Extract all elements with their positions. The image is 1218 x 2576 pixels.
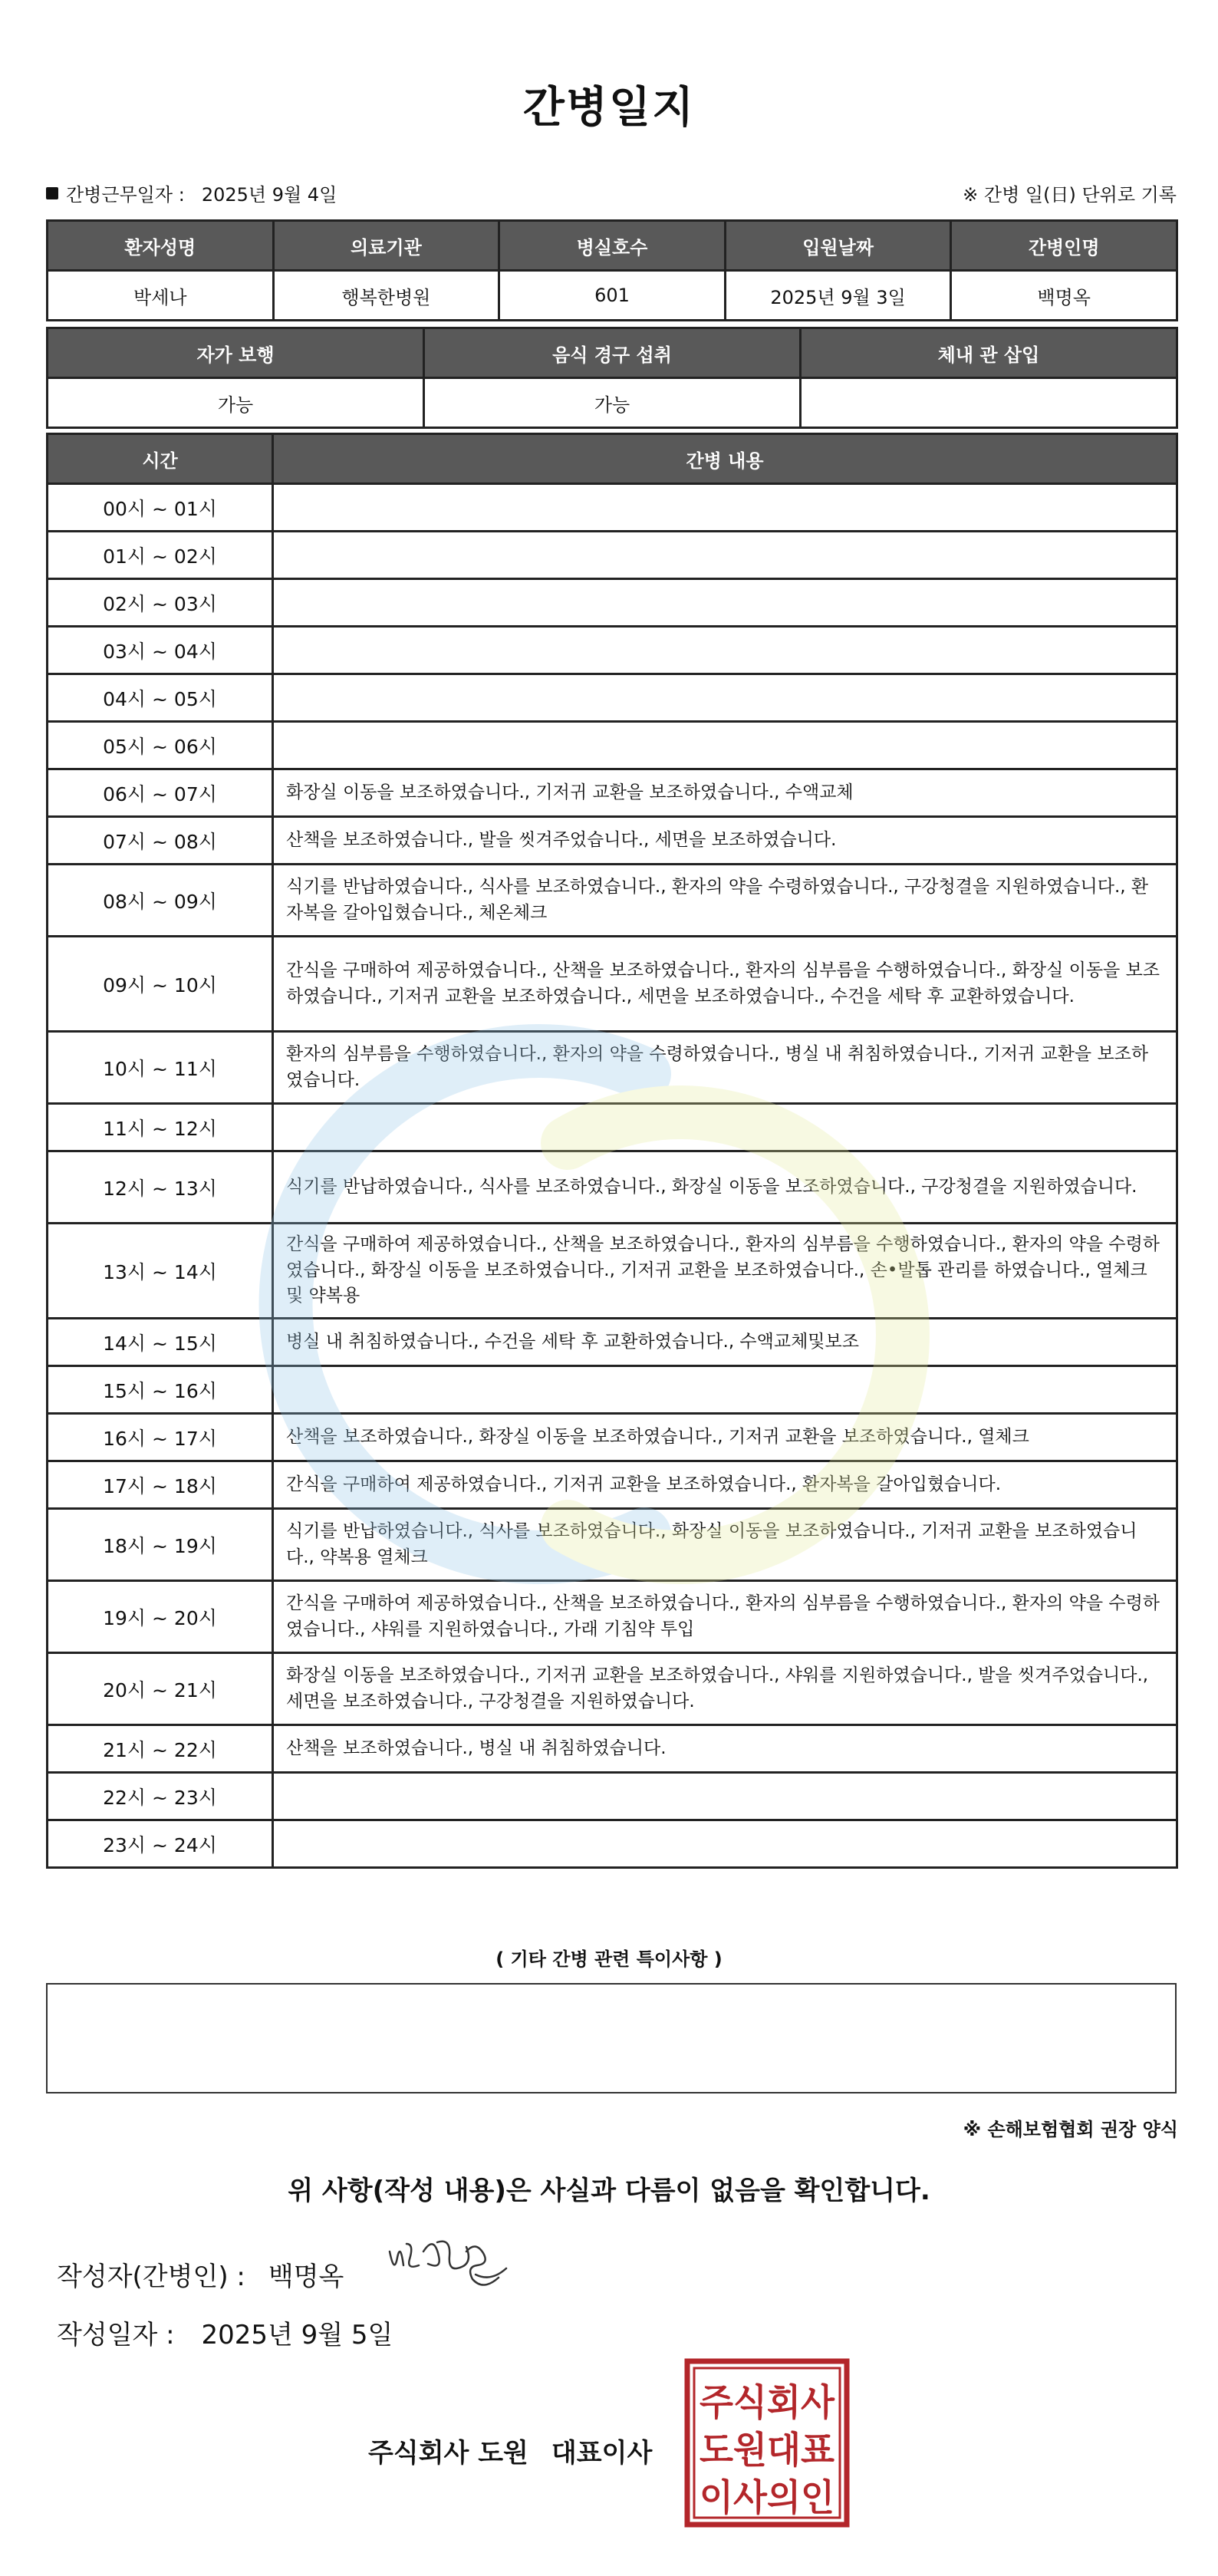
care-content-text: 간식을 구매하여 제공하였습니다., 기저귀 교환을 보조하였습니다., 환자복을 갈아입혔습니다. bbox=[286, 1474, 1002, 1494]
table-row bbox=[48, 1773, 1177, 1820]
care-content bbox=[273, 1366, 1177, 1414]
admission-date: 2025년 9월 3일 bbox=[725, 271, 951, 321]
recommend-note: ※ 손해보험협회 권장 양식 bbox=[963, 2119, 1178, 2140]
tube-insertion-value bbox=[801, 378, 1177, 428]
time-slot: 19시 ~ 20시 bbox=[48, 1581, 273, 1653]
table-row bbox=[48, 865, 1177, 937]
header-room: 병실호수 bbox=[499, 221, 726, 271]
care-content bbox=[273, 1414, 1177, 1461]
company-rep-title: 대표이사 bbox=[551, 2438, 653, 2469]
care-content bbox=[273, 1725, 1177, 1773]
header-caregiver-name: 간병인명 bbox=[951, 221, 1177, 271]
table-row bbox=[48, 1151, 1177, 1224]
care-content bbox=[273, 674, 1177, 722]
header-oral-intake: 음식 경구 섭취 bbox=[424, 328, 801, 378]
time-slot: 23시 ~ 24시 bbox=[48, 1820, 273, 1868]
table-row bbox=[48, 1461, 1177, 1509]
patient-name: 박세나 bbox=[48, 271, 274, 321]
time-slot: 22시 ~ 23시 bbox=[48, 1773, 273, 1820]
page-title: 간병일지 bbox=[522, 83, 696, 133]
table-row bbox=[48, 1319, 1177, 1366]
header-patient-name: 환자성명 bbox=[48, 221, 274, 271]
care-content bbox=[273, 484, 1177, 532]
written-date-line bbox=[57, 2314, 393, 2351]
header-hospital: 의료기관 bbox=[273, 221, 499, 271]
work-date bbox=[46, 180, 337, 206]
table-row bbox=[48, 722, 1177, 769]
care-log-table bbox=[46, 433, 1178, 1869]
care-content bbox=[273, 1509, 1177, 1581]
work-date-label: 간병근무일자 : bbox=[66, 184, 185, 206]
work-date-value: 2025년 9월 4일 bbox=[201, 184, 337, 206]
caregiver-name: 백명옥 bbox=[951, 271, 1177, 321]
writer-name: 백명옥 bbox=[268, 2261, 344, 2292]
time-slot: 07시 ~ 08시 bbox=[48, 817, 273, 865]
patient-info-table bbox=[46, 219, 1178, 321]
time-slot: 08시 ~ 09시 bbox=[48, 865, 273, 937]
header-care-content: 간병 내용 bbox=[273, 434, 1177, 484]
time-slot: 12시 ~ 13시 bbox=[48, 1151, 273, 1224]
time-slot: 02시 ~ 03시 bbox=[48, 579, 273, 627]
company-name: 주식회사 도원 bbox=[368, 2438, 528, 2469]
written-date-value: 2025년 9월 5일 bbox=[201, 2320, 393, 2350]
table-row bbox=[48, 484, 1177, 532]
time-slot: 13시 ~ 14시 bbox=[48, 1224, 273, 1319]
care-content-text: 식기를 반납하였습니다., 식사를 보조하였습니다., 화장실 이동을 보조하였습니다., 구강청결을 지원하였습니다. bbox=[286, 1176, 1137, 1197]
svg-text:이사의인: 이사의인 bbox=[700, 2476, 834, 2519]
table-row bbox=[48, 769, 1177, 817]
table-row bbox=[48, 1224, 1177, 1319]
table-row bbox=[48, 532, 1177, 579]
time-slot: 09시 ~ 10시 bbox=[48, 937, 273, 1032]
other-notes-box bbox=[46, 1983, 1177, 2093]
care-content bbox=[273, 1653, 1177, 1725]
time-slot: 00시 ~ 01시 bbox=[48, 484, 273, 532]
care-content-text: 환자의 심부름을 수행하였습니다., 환자의 약을 수령하였습니다., 병실 내 취침하였습니다., 기저귀 교환을 보조하였습니다. bbox=[286, 1044, 1149, 1090]
care-content-text: 화장실 이동을 보조하였습니다., 기저귀 교환을 보조하였습니다., 수액교체 bbox=[286, 782, 854, 802]
oral-intake-value: 가능 bbox=[424, 378, 801, 428]
care-content bbox=[273, 1224, 1177, 1319]
table-row bbox=[48, 1653, 1177, 1725]
table-row bbox=[48, 1820, 1177, 1868]
care-content-text: 병실 내 취침하였습니다., 수건을 세탁 후 교환하였습니다., 수액교체및보조 bbox=[286, 1331, 859, 1352]
table-row bbox=[48, 1104, 1177, 1151]
header-time: 시간 bbox=[48, 434, 273, 484]
header-tube-insertion: 체내 관 삽입 bbox=[801, 328, 1177, 378]
table-row bbox=[48, 579, 1177, 627]
care-content bbox=[273, 722, 1177, 769]
table-row bbox=[48, 1509, 1177, 1581]
time-slot: 16시 ~ 17시 bbox=[48, 1414, 273, 1461]
care-content bbox=[273, 1581, 1177, 1653]
table-row bbox=[48, 817, 1177, 865]
table-row bbox=[48, 1366, 1177, 1414]
care-content-text: 간식을 구매하여 제공하였습니다., 산책을 보조하였습니다., 환자의 심부름을 수행하였습니다., 환자의 약을 수령하였습니다., 샤워를 지원하였습니다., 가래 기침약 투입 bbox=[286, 1593, 1160, 1639]
care-content-text: 식기를 반납하였습니다., 식사를 보조하였습니다., 화장실 이동을 보조하였습니다., 기저귀 교환을 보조하였습니다., 약복용 열체크 bbox=[286, 1521, 1137, 1567]
time-slot: 10시 ~ 11시 bbox=[48, 1032, 273, 1104]
time-slot: 18시 ~ 19시 bbox=[48, 1509, 273, 1581]
svg-text:도원대표: 도원대표 bbox=[700, 2429, 835, 2472]
care-content bbox=[273, 865, 1177, 937]
time-slot: 21시 ~ 22시 bbox=[48, 1725, 273, 1773]
care-content bbox=[273, 817, 1177, 865]
time-slot: 15시 ~ 16시 bbox=[48, 1366, 273, 1414]
care-content bbox=[273, 937, 1177, 1032]
self-walking-value: 가능 bbox=[48, 378, 424, 428]
table-row bbox=[48, 1581, 1177, 1653]
care-content bbox=[273, 1104, 1177, 1151]
care-content bbox=[273, 1461, 1177, 1509]
writer-line bbox=[57, 2255, 344, 2293]
other-notes-title: ( 기타 간병 관련 특이사항 ) bbox=[495, 1948, 723, 1970]
care-content bbox=[273, 1032, 1177, 1104]
table-row bbox=[48, 1725, 1177, 1773]
table-row bbox=[48, 674, 1177, 722]
time-slot: 04시 ~ 05시 bbox=[48, 674, 273, 722]
time-slot: 01시 ~ 02시 bbox=[48, 532, 273, 579]
hospital-name: 행복한병원 bbox=[273, 271, 499, 321]
handwritten-signature bbox=[384, 2228, 514, 2298]
care-content bbox=[273, 1151, 1177, 1224]
time-slot: 20시 ~ 21시 bbox=[48, 1653, 273, 1725]
company-line bbox=[368, 2432, 652, 2469]
care-content-text: 산책을 보조하였습니다., 발을 씻겨주었습니다., 세면을 보조하였습니다. bbox=[286, 829, 837, 850]
table-row bbox=[48, 627, 1177, 674]
care-content bbox=[273, 1820, 1177, 1868]
time-slot: 03시 ~ 04시 bbox=[48, 627, 273, 674]
time-slot: 06시 ~ 07시 bbox=[48, 769, 273, 817]
company-seal bbox=[683, 2357, 851, 2529]
header-admission-date: 입원날짜 bbox=[725, 221, 951, 271]
care-content bbox=[273, 1319, 1177, 1366]
care-content bbox=[273, 1773, 1177, 1820]
time-slot: 17시 ~ 18시 bbox=[48, 1461, 273, 1509]
care-content-text: 간식을 구매하여 제공하였습니다., 산책을 보조하였습니다., 환자의 심부름을 수행하였습니다., 화장실 이동을 보조하였습니다., 기저귀 교환을 보조하였습니다., 세면을 보조하였습니다., 수건을 세탁 후 교환하였습니다. bbox=[286, 960, 1160, 1006]
care-content-text: 식기를 반납하였습니다., 식사를 보조하였습니다., 환자의 약을 수령하였습니다., 구강청결을 지원하였습니다., 환자복을 갈아입혔습니다., 체온체크 bbox=[286, 877, 1149, 923]
ability-table bbox=[46, 327, 1178, 429]
svg-text:주식회사: 주식회사 bbox=[700, 2381, 835, 2424]
care-content-text: 화장실 이동을 보조하였습니다., 기저귀 교환을 보조하였습니다., 샤워를 지원하였습니다., 발을 씻겨주었습니다., 세면을 보조하였습니다., 구강청결을 지원하였습니다. bbox=[286, 1665, 1149, 1711]
confirm-statement: 위 사항(작성 내용)은 사실과 다름이 없음을 확인합니다. bbox=[288, 2176, 930, 2206]
table-row bbox=[48, 1032, 1177, 1104]
care-content-text: 산책을 보조하였습니다., 화장실 이동을 보조하였습니다., 기저귀 교환을 보조하였습니다., 열체크 bbox=[286, 1426, 1029, 1447]
table-row bbox=[48, 937, 1177, 1032]
header-self-walking: 자가 보행 bbox=[48, 328, 424, 378]
care-content-text: 간식을 구매하여 제공하였습니다., 산책을 보조하였습니다., 환자의 심부름을 수행하였습니다., 환자의 약을 수령하였습니다., 화장실 이동을 보조하였습니다., 기저귀 교환을 보조하였습니다., 손•발톱 관리를 하였습니다., 열체크 및 약복용 bbox=[286, 1234, 1160, 1306]
room-number: 601 bbox=[499, 271, 726, 321]
care-content-text: 산책을 보조하였습니다., 병실 내 취침하였습니다. bbox=[286, 1738, 667, 1758]
bullet-square-icon bbox=[46, 187, 58, 199]
care-content bbox=[273, 769, 1177, 817]
record-note: ※ 간병 일(日) 단위로 기록 bbox=[963, 184, 1177, 206]
table-row bbox=[48, 1414, 1177, 1461]
time-slot: 11시 ~ 12시 bbox=[48, 1104, 273, 1151]
time-slot: 05시 ~ 06시 bbox=[48, 722, 273, 769]
care-content bbox=[273, 532, 1177, 579]
care-content bbox=[273, 627, 1177, 674]
writer-label: 작성자(간병인) : bbox=[57, 2261, 245, 2292]
written-date-label: 작성일자 : bbox=[57, 2320, 175, 2350]
time-slot: 14시 ~ 15시 bbox=[48, 1319, 273, 1366]
care-content bbox=[273, 579, 1177, 627]
